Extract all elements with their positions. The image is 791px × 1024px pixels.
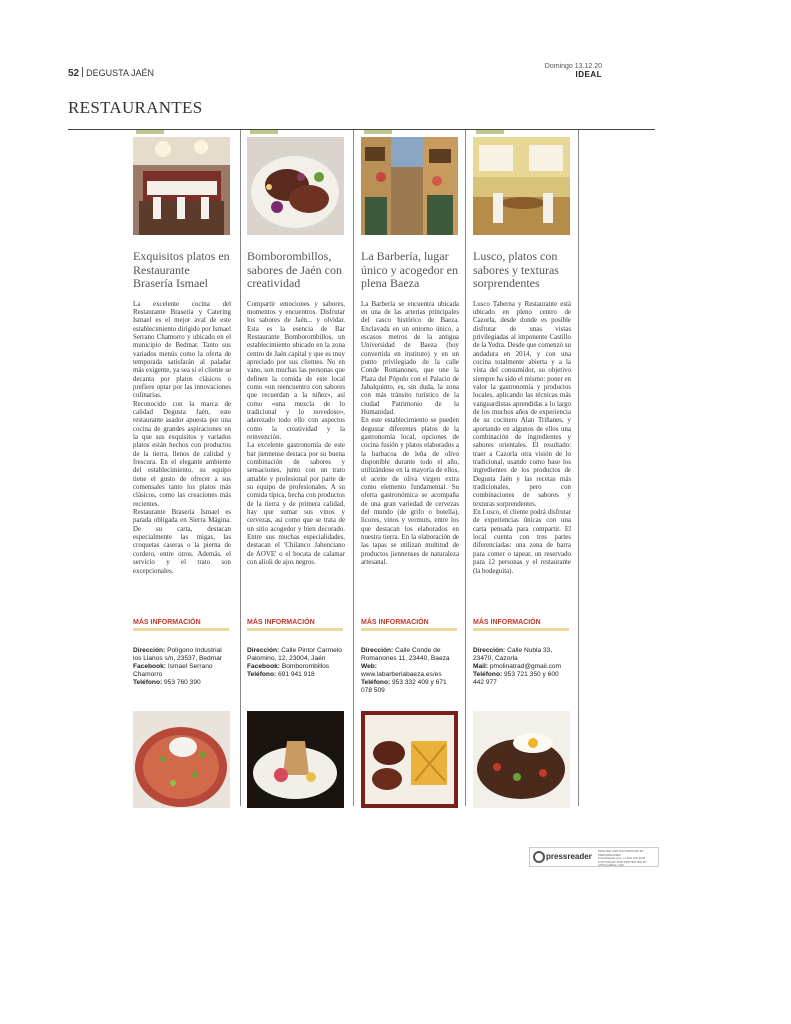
- header-divider: [82, 67, 83, 77]
- more-info-bar: [473, 628, 569, 631]
- contact-phone: Teléfono: 953 760 390: [133, 678, 201, 686]
- contact-phone: Teléfono: 691 941 918: [247, 670, 315, 678]
- contact-phone: Teléfono: 953 332 409 y 671 078 509: [361, 678, 447, 694]
- section-name: DEGUSTA JAÉN: [86, 68, 154, 78]
- section-title: RESTAURANTES: [68, 98, 203, 117]
- grilled-meat-fries-photo: [361, 711, 458, 808]
- more-info-bar: [133, 628, 229, 631]
- column-divider: [353, 130, 354, 806]
- article-title: Bomborombillos, sabores de Jaén con creatividad: [247, 249, 342, 290]
- more-info-label: MÁS INFORMACIÓN: [247, 619, 315, 626]
- article-column-2: [247, 130, 345, 568]
- page-number: 52: [68, 68, 80, 79]
- issue-date: Domingo 13.12.20: [544, 63, 602, 70]
- article-body: Compartir emociones y sabores, momentos y encuentros. Disfrutar los sabores de Jaén... y olvidar. Esta es la esencia de Bar Restaurante Bomborombillos, un establecimiento ubicado en la zona centro de Jaén capital y que es muy apreciado por sus clientes. No en vano, son muchas las personas que definen la comida de este local como «un reencuentro con sabores que recuerdan a la niñez», así como «una mezcla de lo tradicional y lo novedoso», aderezado todo ello con aspectos como la creatividad y la reinvención. La excelente gastronomía de este bar jiennense destaca por su buena combinación de sabores y sensaciones, junto con un trato amable y profesional por parte de su equipo de profesionales. A su comida típica, hecha con productos de la tierra y de primera calidad, hay que sumar sus vinos y cervezas, así como que se trata de un sitio acogedor y bien decorado. Entre sus muchas especialidades, destacan el 'Chilanco Jahenciano de AOVE' o el bocata de calamar con alioli de ajos negros.: [247, 300, 345, 567]
- contact-info: [361, 647, 459, 694]
- more-info-label: MÁS INFORMACIÓN: [361, 619, 429, 626]
- street-facade-photo: [361, 137, 458, 235]
- page-header-right: [545, 63, 602, 79]
- article-body: Lusco Taberna y Restaurante está ubicado en pleno centro de Cazorla, desde donde es posible disfrutar de unas vistas privilegiadas al imponente Castillo de la Yedra. Desde que comenzó su andadura en 2014, y con una cocina totalmente abierta y a la vista del consumidor, su objetivo siempre ha sido el mismo: poner en valor la gastronomía y productos locales, aplicando las técnicas más vanguardistas aprendidas a lo largo de los muchos años de experiencia de su cocinero Alan Triñanes, y aportando en algunos de ellos una combinación de ingredientes y sabores orientales. El resultado: traer a Cazorla otra visión de lo tradicional, usando como base los ingredientes de los productos de Degusta Jaén y las recetas más tradicionales, pero con combinaciones de sabores y texturas sorprendentes. En Lusco, el cliente podrá disfrutar de experiencias únicas con una carta pensada para compartir. El local cuenta con tres partes diferenciadas: una zona de barra para comer o tapear, un reservado para 12 personas y el restaurante (la bodeguita).: [473, 300, 571, 575]
- pressreader-stamp: [529, 847, 659, 867]
- contact-facebook: Facebook: Ismael Serrano Chamorro: [133, 662, 213, 678]
- more-info-label: MÁS INFORMACIÓN: [133, 619, 201, 626]
- pressreader-name: pressreader: [546, 852, 592, 861]
- contact-phone: Teléfono: 953 721 350 y 600 442 977: [473, 670, 559, 686]
- dessert-dish-photo: [247, 711, 344, 808]
- contact-address: Dirección: Polígono Industrial los Llanos s/n, 23537, Bedmar: [133, 647, 223, 662]
- restaurant-interior-photo: [133, 137, 230, 235]
- column-divider: [578, 130, 579, 806]
- more-info-bar: [361, 628, 457, 631]
- contact-web: Web: www.labarberiabaeza.es/es: [361, 662, 442, 678]
- column-tab: [476, 130, 504, 134]
- contact-address: Dirección: Calle Conde de Romanones 11, 23440, Baeza: [361, 647, 450, 662]
- contact-info: [133, 647, 231, 687]
- article-column-1: [133, 130, 231, 576]
- column-divider: [240, 130, 241, 806]
- article-title: La Barbería, lugar único y acogedor en plena Baeza: [361, 249, 458, 290]
- newspaper-brand: IDEAL: [575, 70, 602, 79]
- dining-room-photo: [473, 137, 570, 235]
- article-title: Exquisitos platos en Restaurante Brasería Ismael: [133, 249, 230, 290]
- pressreader-fine-print: PRINTED AND DISTRIBUTED BY PRESSREADER PressReader.com +1 604 278 4604 COPYRIGHT AND PROTECTED BY APPLICABLE LAW: [598, 849, 647, 867]
- egg-dish-photo: [473, 711, 570, 808]
- contact-mail: Mail: pmolinatrad@gmail.com: [473, 662, 562, 670]
- column-tab: [250, 130, 278, 134]
- salad-dish-photo: [133, 711, 230, 808]
- more-info-bar: [247, 628, 343, 631]
- contact-address: Dirección: Calle Nubla 33, 23470, Cazorla: [473, 647, 553, 662]
- article-column-3: [361, 130, 459, 568]
- page-header-left: [68, 67, 154, 79]
- contact-info: [247, 647, 345, 679]
- meat-dish-photo: [247, 137, 344, 235]
- column-tab: [136, 130, 164, 134]
- column-divider: [465, 130, 466, 806]
- column-tab: [364, 130, 392, 134]
- article-title: Lusco, platos con sabores y texturas sorprendentes: [473, 249, 559, 290]
- article-body: La excelente cocina del Restaurante Brasería y Catering Ismael es el mejor aval de este establecimiento dirigido por Ismael Serrano Chamorro y ubicado en el municipio de Bedmar. Tanto sus variados menús como la oferta de temporada satisfarán al paladar más exigente, ya sea si el cliente se decanta por platos clásicos o prefiere optar por las innovaciones culinarias. Reconocido con la marca de calidad Degusta Jaén, este restaurante asador apuesta por una cocina de grandes aspiraciones en la que sus exquisitos y variados platos están hechos con productos de la tierra, llenos de calidad y frescura. En el elegante ambiente del establecimiento, su equipo tiene el gusto de ofrecer a sus comensales tanto los platos más clásicos, como las creaciones más recientes. Restaurante Brasería Ismael es parada obligada en Sierra Mágina. De su carta, destacan especialmente las migas, las croquetas caseras o la pierna de cordero, entre otros. Además, el servicio y el trato son excepcionales.: [133, 300, 231, 575]
- article-body: La Barbería se encuentra ubicada en una de las arterias principales del casco histórico de Baeza. Enclavada en un entorno único, a escasos metros de la antigua Universidad de Baeza (hoy convertida en instituto) y en un punto privilegiado de la calle Conde Romanones, que une la Plaza del Pópulo con el Palacio de Jabalquinto, es, sin duda, la zona con más tránsito turístico de la ciudad Patrimonio de la Humanidad. En este establecimiento se pueden degustar diferentes platos de la gastronomía local, opciones de cocina fusión y platos elaborados a la barbacoa de leña de olivo disponible durante todo el año, utilizándose en la mayoría de ellos, el aceite de oliva virgen extra como elemento fundamental. Su oferta gastronómica se acompaña de una gran variedad de cervezas del mundo (de grifo o botella), licores, vinos y vermuts, entre los que destacan los elaborados en nuestra tierra. En la elaboración de las tapas se utilizan multitud de productos jiennenses de naturaleza artesanal.: [361, 300, 459, 567]
- contact-info: [473, 647, 571, 687]
- article-column-4: [473, 130, 571, 576]
- pressreader-logo-icon: [533, 851, 545, 863]
- more-info-label: MÁS INFORMACIÓN: [473, 619, 541, 626]
- contact-address: Dirección: Calle Pintor Carmelo Palomino, 12, 23004, Jaén: [247, 647, 342, 662]
- contact-facebook: Facebook: Bomborombillos: [247, 662, 330, 670]
